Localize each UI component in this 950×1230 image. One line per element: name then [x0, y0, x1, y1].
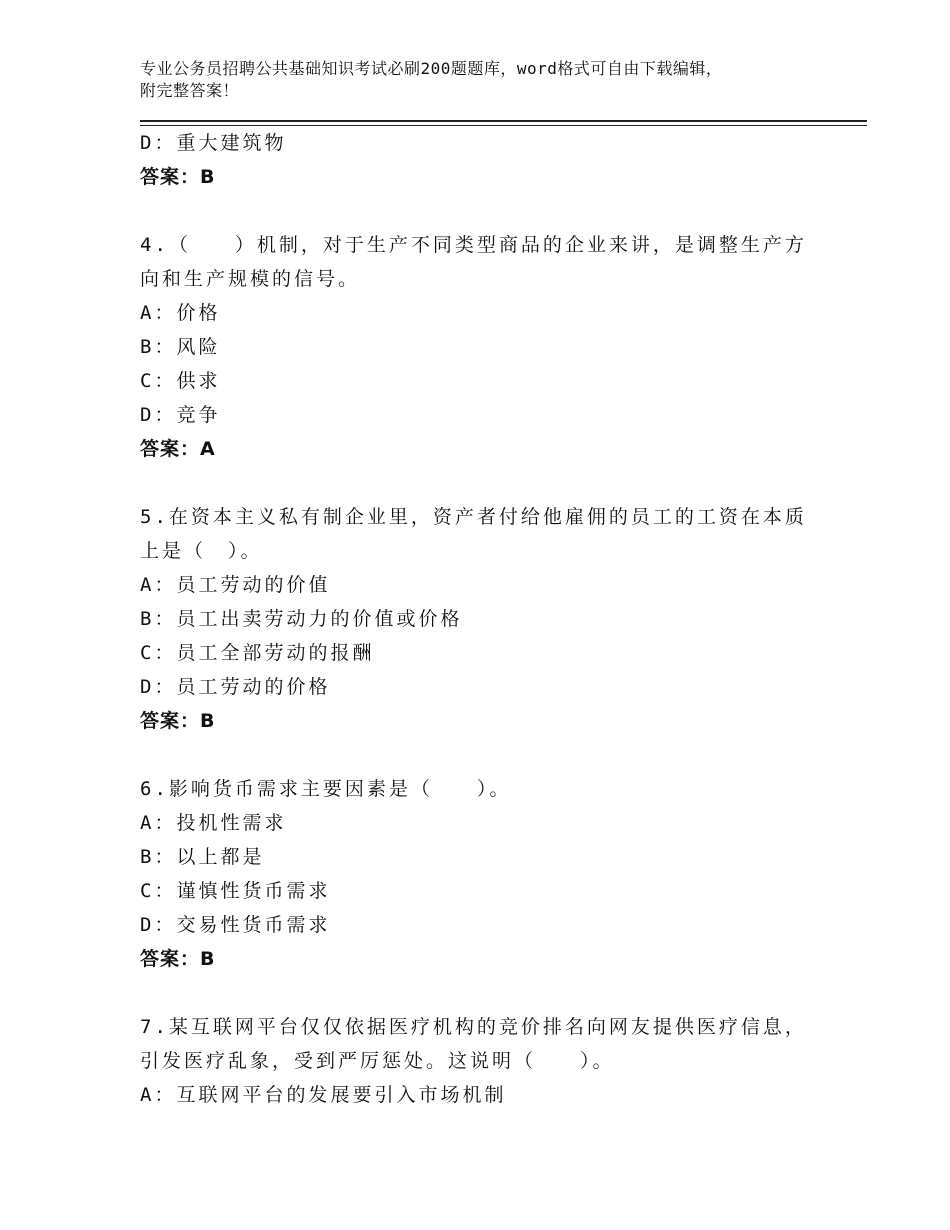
spacer	[140, 466, 820, 500]
option-c: C：谨慎性货币需求	[140, 880, 331, 902]
question-stem-line: 5.在资本主义私有制企业里，资产者付给他雇佣的员工的工资在本质	[140, 506, 807, 528]
answer: 答案：B	[140, 166, 216, 188]
answer: 答案：B	[140, 948, 216, 970]
question-stem-line: 4.（ ）机制，对于生产不同类型商品的企业来讲，是调整生产方	[140, 234, 807, 256]
option-d: D：竞争	[140, 404, 221, 426]
option-c: C：员工全部劳动的报酬	[140, 642, 375, 664]
option-b: B：员工出卖劳动力的价值或价格	[140, 608, 463, 630]
spacer	[140, 738, 820, 772]
option-d: D：交易性货币需求	[140, 914, 331, 936]
option-b: B：风险	[140, 336, 221, 358]
question-5	[140, 500, 820, 738]
header-line-2: 附完整答案！	[140, 81, 240, 100]
spacer	[140, 976, 820, 1010]
option-b: B：以上都是	[140, 846, 265, 868]
document-header	[140, 58, 840, 102]
option-a: A：投机性需求	[140, 812, 287, 834]
option-d: D：员工劳动的价格	[140, 676, 331, 698]
option-a: A：互联网平台的发展要引入市场机制	[140, 1084, 507, 1106]
question-stem-line: 上是（ ）。	[140, 540, 263, 562]
question-stem-line: 向和生产规模的信号。	[140, 268, 361, 290]
question-stem-line: 6.影响货币需求主要因素是（ ）。	[140, 778, 512, 800]
spacer	[140, 194, 820, 228]
question-list	[140, 126, 820, 1112]
option-d: D：重大建筑物	[140, 132, 287, 154]
option-a: A：价格	[140, 302, 221, 324]
option-a: A：员工劳动的价值	[140, 574, 331, 596]
question-stem-line: 7.某互联网平台仅仅依据医疗机构的竞价排名向网友提供医疗信息，	[140, 1016, 807, 1038]
question-7	[140, 1010, 820, 1112]
header-rule-thick	[140, 120, 867, 122]
option-c: C：供求	[140, 370, 221, 392]
question-6	[140, 772, 820, 976]
question-4	[140, 228, 820, 466]
header-line-1: 专业公务员招聘公共基础知识考试必刷200题题库，word格式可自由下载编辑，	[140, 59, 723, 78]
answer: 答案：A	[140, 438, 216, 460]
question-stem-line: 引发医疗乱象，受到严厉惩处。这说明（ ）。	[140, 1050, 615, 1072]
answer: 答案：B	[140, 710, 216, 732]
